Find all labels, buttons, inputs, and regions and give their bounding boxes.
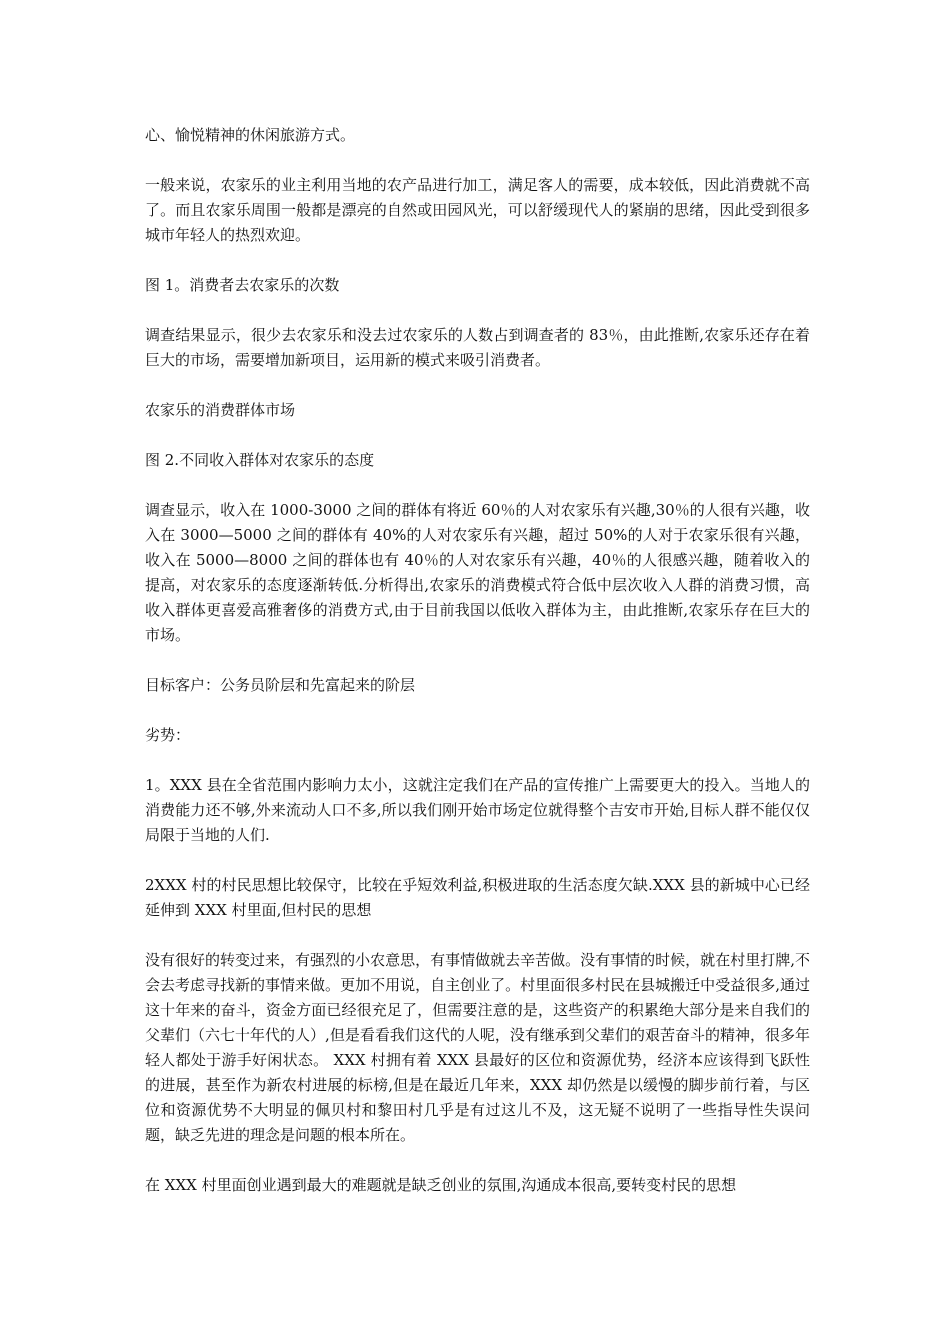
paragraph-weakness-1: 1。XXX 县在全省范围内影响力太小，这就注定我们在产品的宣传推广上需要更大的投入。当地人的消费能力还不够,外来流动人口不多,所以我们刚开始市场定位就得整个吉安市开始,目标人群不能仅仅局限于当地的人们. [145,776,810,844]
figure-1-caption: 图 1。消费者去农家乐的次数 [145,276,340,294]
section-heading-consumer-market: 农家乐的消费群体市场 [145,401,296,419]
figure-2-caption: 图 2.不同收入群体对农家乐的态度 [145,451,375,469]
document-body [145,123,810,1223]
paragraph-villager-mindset: 没有很好的转变过来，有强烈的小农意思，有事情做就去辛苦做。没有事情的时候，就在村里打牌,不会去考虑寻找新的事情来做。更加不用说，自主创业了。村里面很多村民在县城搬迁中受益很多,通过这十年来的奋斗，资金方面已经很充足了，但需要注意的是，这些资产的积累绝大部分是来自我们的父辈们（六七十年代的人）,但是看看我们这代的人呢，没有继承到父辈们的艰苦奋斗的精神，很多年轻人都处于游手好闲状态。 XXX 村拥有着 XXX 县最好的区位和资源优势，经济本应该得到飞跃性的进展，甚至作为新农村进展的标榜,但是在最近几年来，XXX 却仍然是以缓慢的脚步前行着，与区位和资源优势不大明显的佩贝村和黎田村几乎是有过这儿不及，这无疑不说明了一些指导性失误问题，缺乏先进的理念是问题的根本所在。 [145,951,810,1144]
paragraph-income-groups: 调查显示，收入在 1000-3000 之间的群体有将近 60％的人对农家乐有兴趣,30％的人很有兴趣，收入在 3000—5000 之间的群体有 40%的人对农家乐有兴趣，超过 50%的人对于农家乐很有兴趣，收入在 5000—8000 之间的群体也有 40％的人对农家乐有兴趣，40％的人很感兴趣，随着收入的提高，对农家乐的态度逐渐转低.分析得出,农家乐的消费模式符合低中层次收入人群的消费习惯，高收入群体更喜爱高雅奢侈的消费方式,由于目前我国以低收入群体为主，由此推断,农家乐存在巨大的市场。 [145,501,810,644]
paragraph-target-customers: 目标客户：公务员阶层和先富起来的阶层 [145,676,416,694]
paragraph-farm-stay-cost: 一般来说，农家乐的业主利用当地的农产品进行加工，满足客人的需要，成本较低，因此消费就不高了。而且农家乐周围一般都是漂亮的自然或田园风光，可以舒缓现代人的紧崩的思绪，因此受到很多城市年轻人的热烈欢迎。 [145,176,810,244]
paragraph-leisure-tourism-tail: 心、愉悦精神的休闲旅游方式。 [145,126,356,144]
section-heading-weaknesses: 劣势： [145,726,191,744]
paragraph-survey-result: 调查结果显示，很少去农家乐和没去过农家乐的人数占到调查者的 83％，由此推断,农家乐还存在着巨大的市场，需要增加新项目，运用新的模式来吸引消费者。 [145,326,810,369]
paragraph-weakness-2: 2XXX 村的村民思想比较保守，比较在乎短效利益,积极进取的生活态度欠缺.XXX 县的新城中心已经延伸到 XXX 村里面,但村民的思想 [145,876,810,919]
paragraph-startup-difficulty: 在 XXX 村里面创业遇到最大的难题就是缺乏创业的氛围,沟通成本很高,要转变村民的思想 [145,1176,737,1194]
